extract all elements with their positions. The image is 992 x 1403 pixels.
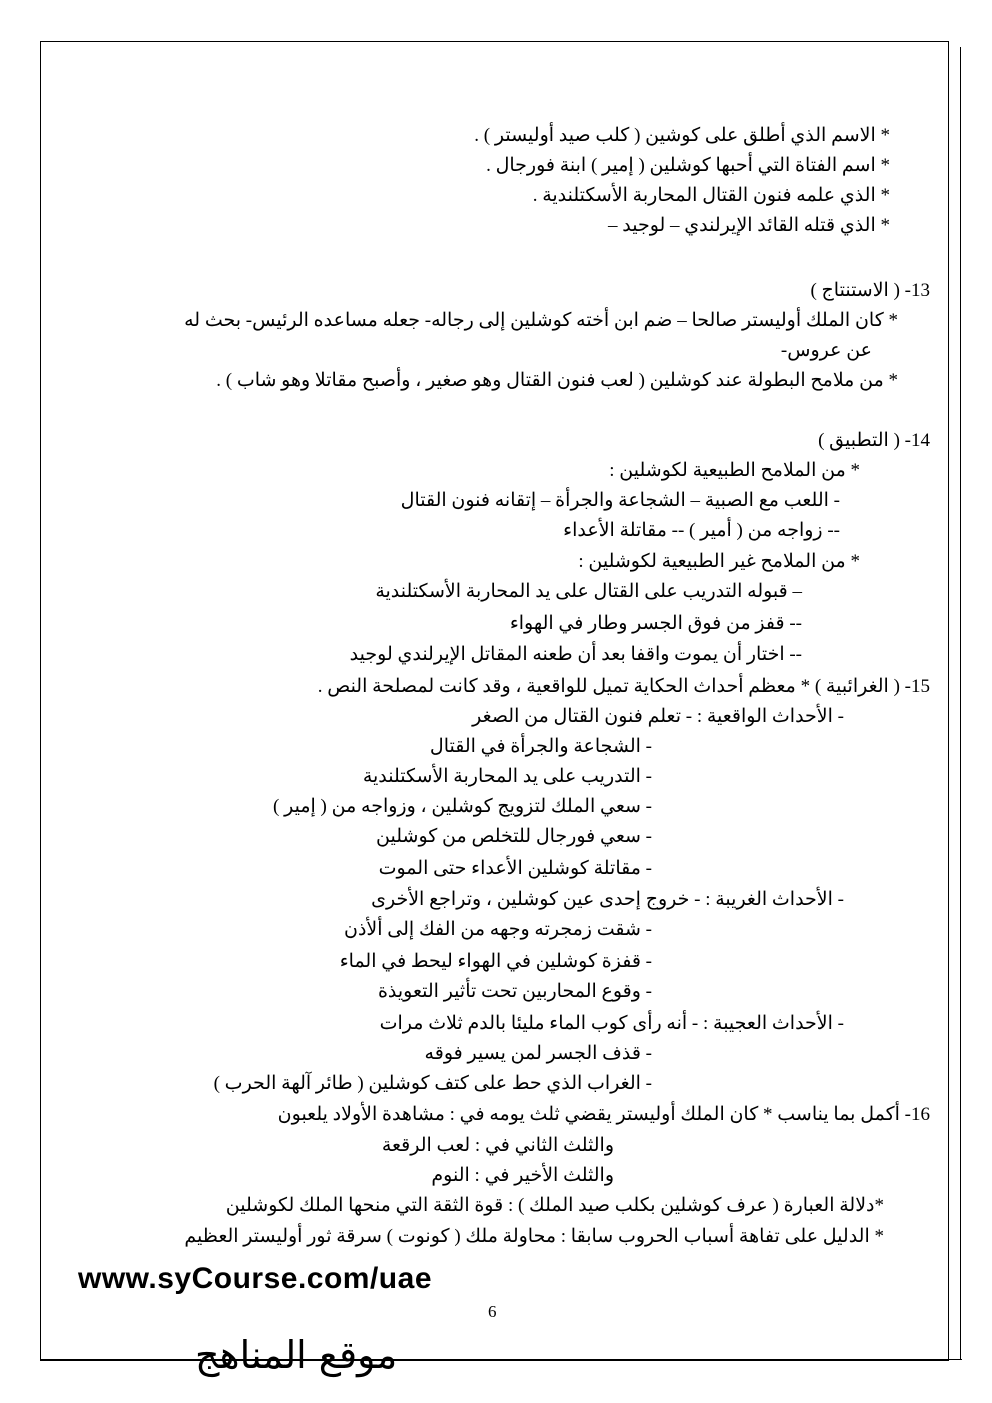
text-line: - قذف الجسر لمن يسير فوقه — [424, 1043, 652, 1064]
website-url: www.syCourse.com/uae — [78, 1262, 433, 1295]
text-line: - سعي فورجال للتخلص من كوشلين — [376, 826, 652, 847]
text-line: - قفزة كوشلين في الهواء ليحط في الماء — [339, 951, 652, 972]
text-line: -- زواجه من ( أمير ) -- مقاتلة الأعداء — [563, 520, 840, 541]
page-border — [40, 41, 949, 1361]
text-line: * اسم الفتاة التي أحبها كوشلين ( إمير ) ابنة فورجال . — [486, 155, 890, 176]
text-line: -- اختار أن يموت واقفا بعد أن طعنه المقاتل الإيرلندي لوجيد — [349, 644, 802, 665]
page-border-shadow-bottom — [40, 1359, 962, 1360]
text-line: * الذي علمه فنون القتال المحاربة الأسكتلندية . — [532, 185, 890, 206]
text-line: * من الملامح غير الطبيعية لكوشلين : — [578, 551, 860, 572]
text-line: - الأحداث العجيبة : - أنه رأى كوب الماء مليئا بالدم ثلاث مرات — [379, 1013, 844, 1034]
section-heading: 15- ( الغرائبية ) * معظم أحداث الحكاية تميل للواقعية ، وقد كانت لمصلحة النص . — [317, 676, 930, 697]
text-line: - سعي الملك لتزويج كوشلين ، وزواجه من ( إمير ) — [273, 796, 652, 817]
text-line: والثلث الأخير في : النوم — [431, 1165, 614, 1186]
section-heading: 13- ( الاستنتاج ) — [810, 280, 930, 301]
text-line: * الدليل على تفاهة أسباب الحروب سابقا : محاولة ملك ( كونوت ) سرقة ثور أوليستر العظيم — [184, 1226, 884, 1247]
text-line: - الشجاعة والجرأة في القتال — [429, 736, 652, 757]
text-line: - وقوع المحاربين تحت تأثير التعويذة — [377, 981, 652, 1002]
text-line: - التدريب على يد المحاربة الأسكتلندية — [362, 766, 652, 787]
text-line: * الاسم الذي أطلق على كوشين ( كلب صيد أوليستر ) . — [474, 125, 890, 146]
text-line: والثلث الثاني في : لعب الرقعة — [381, 1135, 614, 1156]
text-line: * من ملامح البطولة عند كوشلين ( لعب فنون القتال وهو صغير ، وأصبح مقاتلا وهو شاب ) . — [216, 370, 898, 391]
text-line: * الذي قتله القائد الإيرلندي – لوجيد – — [608, 215, 890, 236]
text-line: *دلالة العبارة ( عرف كوشلين بكلب صيد الملك ) : قوة الثقة التي منحها الملك لكوشلين — [225, 1195, 884, 1216]
section-heading: 16- أكمل بما يناسب * كان الملك أوليستر يقضي ثلث يومه في : مشاهدة الأولاد يلعبون — [277, 1104, 930, 1125]
text-line: * كان الملك أوليستر صالحا – ضم ابن أخته كوشلين إلى رجاله- جعله مساعده الرئيس- بحث له — [184, 310, 898, 331]
page-border-shadow-right — [960, 47, 961, 1360]
text-line: - شقت زمجرته وجهه من الفك إلى ألأذن — [344, 919, 652, 940]
text-line: - مقاتلة كوشلين الأعداء حتى الموت — [378, 858, 652, 879]
text-line: - الأحداث الغريبة : - خروج إحدى عين كوشلين ، وتراجع الأخرى — [371, 889, 844, 910]
text-line: -- قفز من فوق الجسر وطار في الهواء — [509, 613, 802, 634]
site-logo-text: موقع المناهج — [195, 1333, 398, 1377]
text-line: * من الملامح الطبيعية لكوشلين : — [609, 460, 860, 481]
text-line: - الأحداث الواقعية : - تعلم فنون القتال من الصغر — [472, 706, 844, 727]
text-line: عن عروس- — [780, 340, 872, 361]
page-number: 6 — [488, 1302, 497, 1321]
text-line: - الغراب الذي حط على كتف كوشلين ( طائر آلهة الحرب ) — [213, 1073, 652, 1094]
section-heading: 14- ( التطبيق ) — [818, 430, 930, 451]
text-line: - اللعب مع الصبية – الشجاعة والجرأة – إتقانه فنون القتال — [400, 490, 840, 511]
text-line: – قبوله التدريب على القتال على يد المحاربة الأسكتلندية — [375, 581, 802, 602]
